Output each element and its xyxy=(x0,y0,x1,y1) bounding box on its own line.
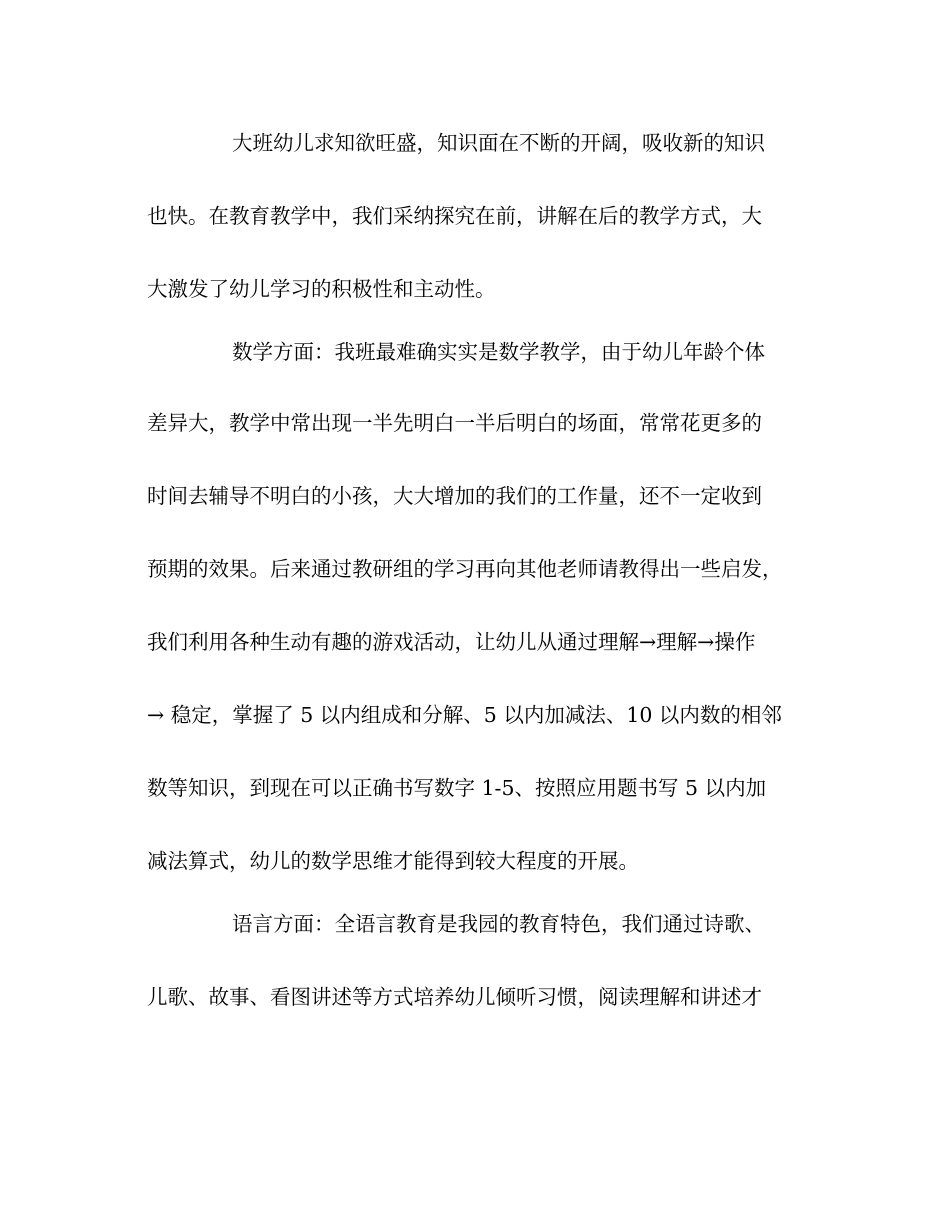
paragraph-line: 我们利用各种生动有趣的游戏活动，让幼儿从通过理解→理解→操作 xyxy=(147,630,756,654)
paragraph-line: → 稳定，掌握了 5 以内组成和分解、5 以内加减法、10 以内数的相邻 xyxy=(147,703,782,727)
paragraph-line: 数学方面：我班最难确实实是数学教学，由于幼儿年龄个体 xyxy=(232,340,765,364)
paragraph-line: 大激发了幼儿学习的积极性和主动性。 xyxy=(147,277,496,301)
paragraph-line: 语言方面：全语言教育是我园的教育特色，我们通过诗歌、 xyxy=(232,912,765,936)
paragraph-line: 数等知识，到现在可以正确书写数字 1-5、按照应用题书写 5 以内加 xyxy=(147,776,767,800)
paragraph-line: 大班幼儿求知欲旺盛，知识面在不断的开阔，吸收新的知识 xyxy=(232,131,765,155)
paragraph-line: 减法算式，幼儿的数学思维才能得到较大程度的开展。 xyxy=(147,849,639,873)
paragraph-line: 时间去辅导不明白的小孩，大大增加的我们的工作量，还不一定收到 xyxy=(147,484,762,508)
paragraph-line: 差异大，教学中常出现一半先明白一半后明白的场面，常常花更多的 xyxy=(147,411,762,435)
paragraph-line: 预期的效果。后来通过教研组的学习再向其他老师请教得出一些启发， xyxy=(147,557,783,581)
paragraph-line: 儿歌、故事、看图讲述等方式培养幼儿倾听习惯，阅读理解和讲述才 xyxy=(147,985,762,1009)
paragraph-line: 也快。在教育教学中，我们采纳探究在前，讲解在后的教学方式，大 xyxy=(147,204,762,228)
